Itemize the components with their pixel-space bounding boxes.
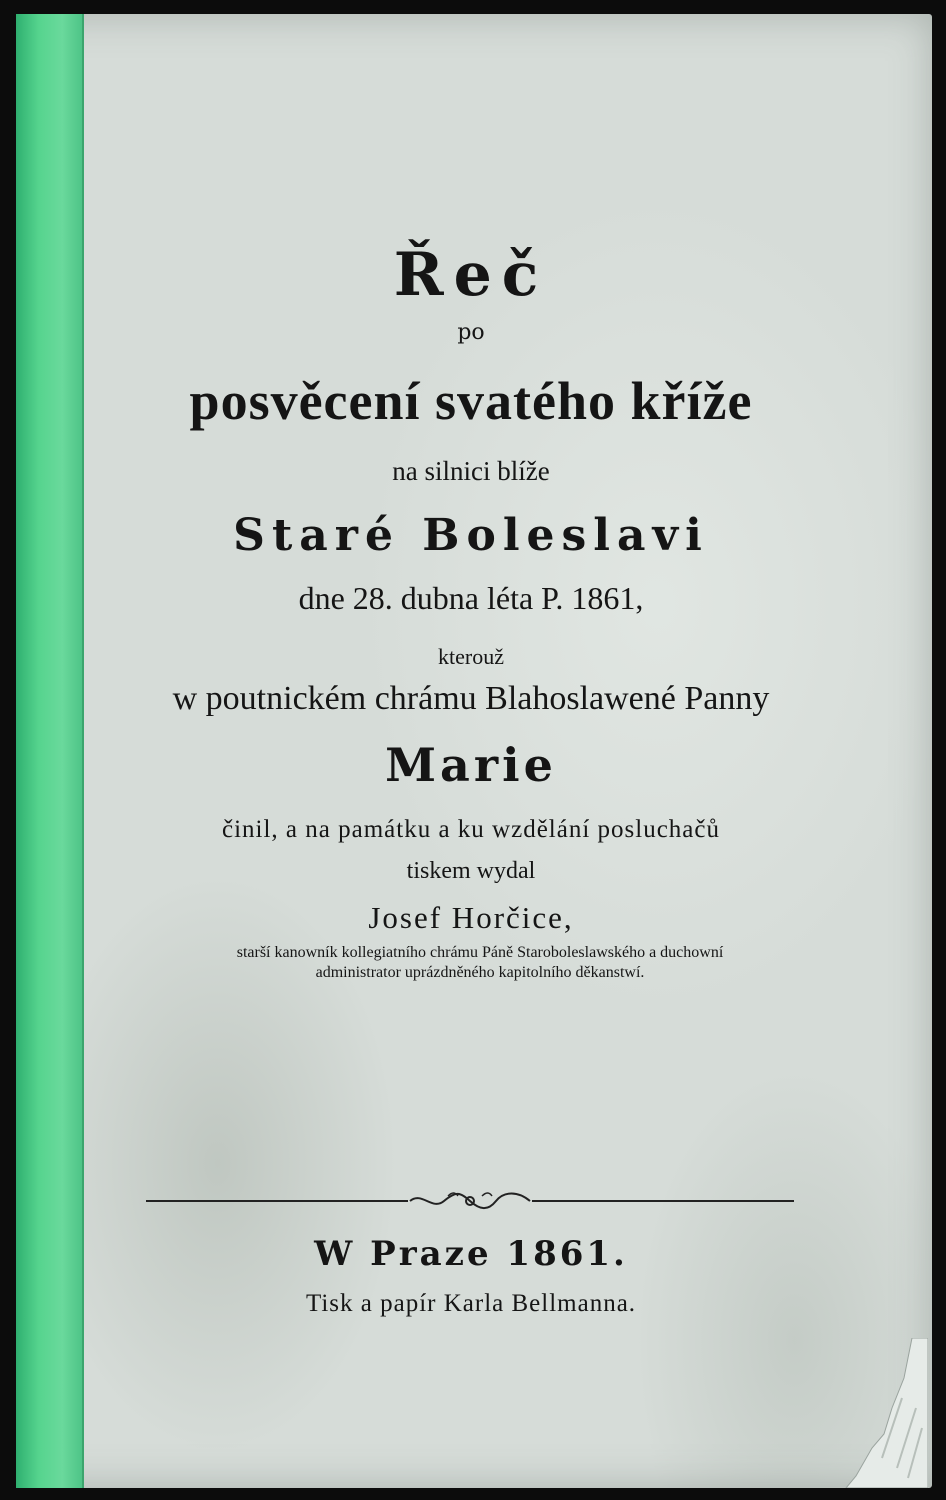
issued-line: tiskem wydal xyxy=(406,858,536,884)
green-spine xyxy=(16,14,84,1488)
divider-left xyxy=(146,1200,408,1202)
title: Řeč xyxy=(393,240,549,310)
location: Staré Boleslavi xyxy=(233,510,709,561)
date-line: dne 28. dubna léta P. 1861, xyxy=(298,580,644,616)
author-description-1: starší kanowník kollegiatního chrámu Páně Staroboleslawského a duchowní xyxy=(236,944,724,961)
relative-line: kterouž xyxy=(438,644,504,669)
location-intro: na silnici blíže xyxy=(392,456,550,486)
subtitle-po: po xyxy=(457,320,485,345)
author-description-2: administrator uprázdněného kapitolního děkanstwí. xyxy=(315,964,645,981)
author-name: Josef Horčice, xyxy=(368,900,574,935)
subtitle-main: posvěcení svatého kříže xyxy=(189,371,753,431)
imprint-printer: Tisk a papír Karla Bellmanna. xyxy=(305,1290,637,1317)
marie-heading: Marie xyxy=(385,738,557,792)
ornament-icon xyxy=(408,1186,532,1216)
imprint-city: W Praze 1861. xyxy=(314,1234,628,1274)
torn-corner-icon xyxy=(842,1338,928,1488)
purpose-line: činil, a na památku a ku wzdělání posluchačů xyxy=(221,816,720,843)
divider-right xyxy=(532,1200,794,1202)
church-line: w poutnickém chrámu Blahoslawené Panny xyxy=(172,680,770,717)
